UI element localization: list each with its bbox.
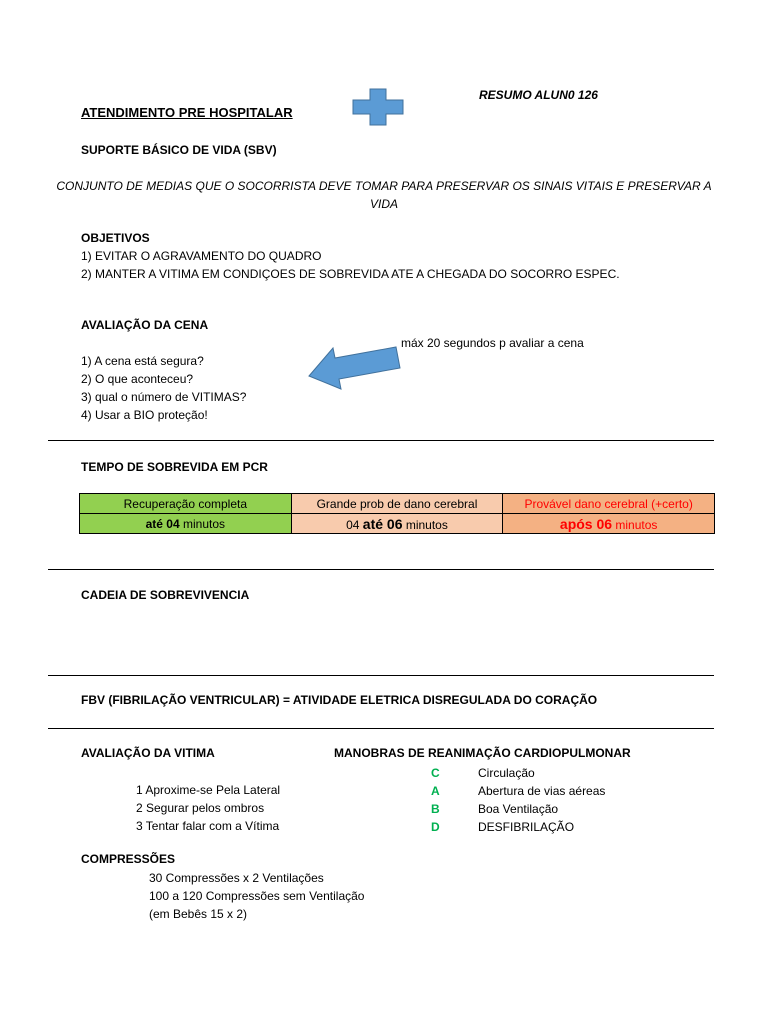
header-cell: Grande prob de dano cerebral (291, 494, 503, 514)
table-cell (503, 514, 715, 534)
cabd-text: Boa Ventilação (478, 802, 559, 816)
cabd-letter: D (431, 820, 440, 834)
list-item: 3) qual o número de VITIMAS? (81, 390, 247, 404)
cabd-text: Abertura de vias aéreas (478, 784, 606, 798)
cell-value: após 06 (559, 515, 613, 532)
cell-unit: minutos (402, 517, 448, 532)
cell-unit: minutos (612, 517, 658, 532)
list-item: 3 Tentar falar com a Vítima (136, 819, 280, 833)
list-item: 2) O que aconteceu? (81, 372, 194, 386)
cabd-text: DESFIBRILAÇÃO (478, 820, 575, 834)
list-item: 4) Usar a BIO proteção! (81, 408, 208, 422)
definition-line: CONJUNTO DE MEDIAS QUE O SOCORRISTA DEVE TOMAR PARA PRESERVAR OS SINAIS VITAIS E PRESERVAR A (56, 179, 712, 193)
cell-value: até 06 (362, 515, 403, 532)
cell-unit: minutos (179, 516, 226, 531)
resumo-label: RESUMO ALUN0 126 (479, 88, 598, 102)
pcr-time-table (79, 493, 715, 534)
page-title: ATENDIMENTO PRE HOSPITALAR (81, 105, 293, 120)
cabd-letter: B (431, 802, 440, 816)
table-row (80, 514, 715, 534)
sbv-heading: SUPORTE BÁSICO DE VIDA (SBV) (81, 143, 277, 157)
list-item: 1) EVITAR O AGRAVAMENTO DO QUADRO (81, 249, 322, 263)
fbv-definition: FBV (FIBRILAÇÃO VENTRICULAR) = ATIVIDADE ELETRICA DISREGULADA DO CORAÇÃO (81, 693, 598, 707)
list-item: 2 Segurar pelos ombros (136, 801, 265, 815)
list-item: 100 a 120 Compressões sem Ventilação (149, 889, 365, 903)
avaliacao-vitima-heading: AVALIAÇÃO DA VITIMA (81, 746, 215, 760)
sbv-definition (0, 177, 768, 213)
victim-steps (136, 781, 280, 835)
list-item: 1) A cena está segura? (81, 354, 204, 368)
medical-cross-icon (352, 88, 404, 126)
table-header-row (80, 494, 715, 514)
list-item: 1 Aproxime-se Pela Lateral (136, 783, 281, 797)
list-item: 2) MANTER A VITIMA EM CONDIÇOES DE SOBREVIDA ATE A CHEGADA DO SOCORRO ESPEC. (81, 267, 620, 281)
definition-line: VIDA (369, 197, 398, 211)
compressoes-list (149, 869, 364, 923)
scene-checklist (81, 352, 246, 424)
objetivos-heading: OBJETIVOS (81, 231, 150, 245)
cabd-letter: C (431, 766, 440, 780)
cadeia-heading: CADEIA DE SOBREVIVENCIA (81, 588, 250, 602)
avaliacao-cena-heading: AVALIAÇÃO DA CENA (81, 318, 209, 332)
table-cell (291, 514, 503, 534)
list-item: 30 Compressões x 2 Ventilações (149, 871, 324, 885)
manobras-texts (478, 764, 605, 836)
manobras-heading: MANOBRAS DE REANIMAÇÃO CARDIOPULMONAR (334, 746, 631, 760)
compressoes-heading: COMPRESSÕES (81, 852, 176, 866)
arrow-left-icon (306, 344, 402, 394)
divider (48, 440, 714, 441)
scene-time-note: máx 20 segundos p avaliar a cena (401, 336, 584, 350)
objetivos-section (81, 229, 620, 283)
cell-prefix: 04 (346, 517, 363, 532)
divider (48, 675, 714, 676)
divider (48, 569, 714, 570)
cabd-text: Circulação (478, 766, 535, 780)
list-item: (em Bebês 15 x 2) (149, 907, 248, 921)
divider (48, 728, 714, 729)
header-cell: Recuperação completa (80, 494, 292, 514)
cabd-letter: A (431, 784, 440, 798)
header-cell: Provável dano cerebral (+certo) (503, 494, 715, 514)
manobras-letters (431, 764, 440, 836)
cell-value: até 04 (145, 516, 180, 531)
tempo-heading: TEMPO DE SOBREVIDA EM PCR (81, 460, 268, 474)
table-cell (80, 514, 292, 534)
